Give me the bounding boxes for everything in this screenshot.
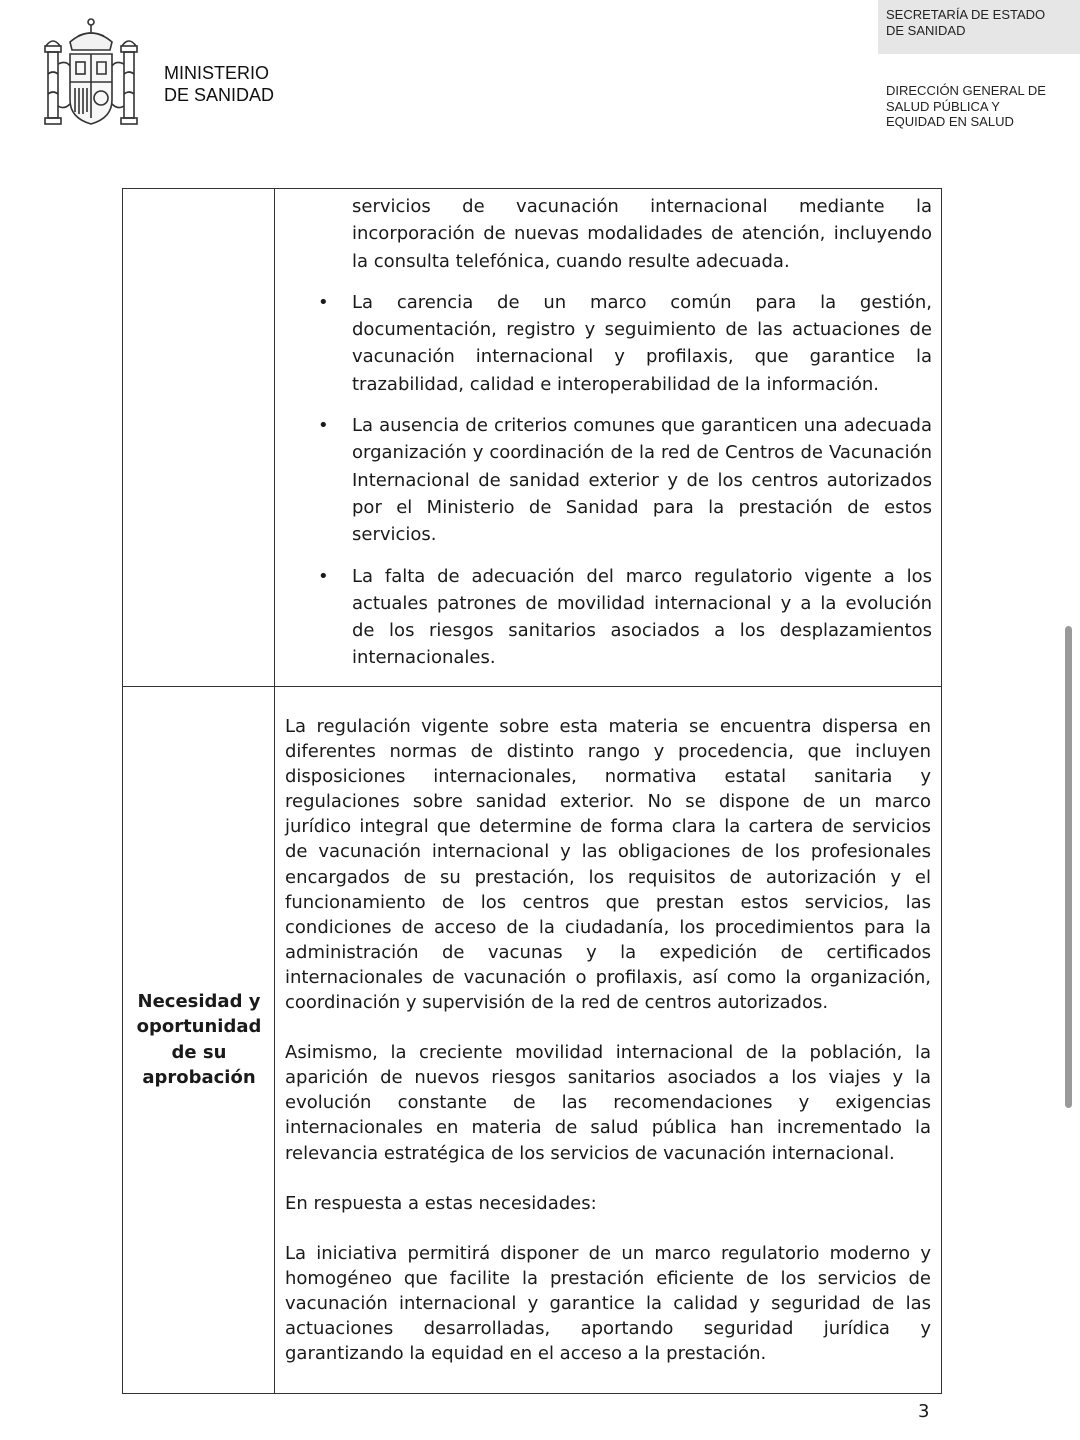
row2-content: [285, 714, 931, 1391]
ministry-name: [164, 62, 274, 106]
bullet-item: • La falta de adecuación del marco regulatorio vigente a los actuales patrones de movilidad internacional y a la evolución de los riesgos sanitarios asociados a los desplazamientos internacionales.: [352, 563, 932, 672]
content-table: [122, 188, 942, 1394]
page-number: 3: [918, 1401, 930, 1422]
label-line: oportunidad: [136, 1016, 262, 1038]
direccion-line-1: DIRECCIÓN GENERAL DE: [886, 83, 1046, 98]
scrollbar[interactable]: [1065, 626, 1072, 1108]
continuation-text: servicios de vacunación internacional mediante la incorporación de nuevas modalidades de atención, incluyendo la consulta telefónica, cuando resulte adecuada.: [352, 196, 932, 272]
label-line: Necesidad y: [137, 991, 261, 1012]
paragraph: La iniciativa permitirá disponer de un marco regulatorio moderno y homogéneo que facilite la prestación eficiente de los servicios de vacunación internacional y garantice la calidad y seguridad de las actuaciones desarrolladas, aportando seguridad jurídica y garantizando la equidad en el acceso a la prestación.: [285, 1242, 931, 1365]
ministry-line-2: DE SANIDAD: [164, 85, 275, 105]
label-line: de su: [171, 1041, 227, 1063]
bullet-item: • La ausencia de criterios comunes que garanticen una adecuada organización y coordinación de la red de Centros de Vacunación Internacional de sanidad exterior y de los centros autorizados por el Ministerio de Sanidad para la prestación de estos servicios.: [352, 412, 932, 548]
row2-label: [123, 989, 275, 1090]
secretaria-box: [878, 0, 1080, 54]
secretaria-line-1: SECRETARÍA DE ESTADO: [886, 7, 1046, 22]
bullet-item: • La carencia de un marco común para la gestión, documentación, registro y seguimiento de las actuaciones de vacunación internacional y profilaxis, que garantice la trazabilidad, calidad e interoperabilidad de la información.: [352, 289, 932, 398]
coat-of-arms-logo: [40, 14, 142, 132]
ministry-line-1: MINISTERIO: [164, 63, 270, 83]
row1-content: [352, 193, 932, 686]
paragraph: Asimismo, la creciente movilidad internacional de la población, la aparición de nuevos riesgos sanitarios asociados a los viajes y la evolución constante de las recomendaciones y exigencias internacionales en materia de salud pública han incrementado la relevancia estratégica de los servicios de vacunación internacional.: [285, 1042, 931, 1164]
direccion-line-2: SALUD PÚBLICA Y: [886, 98, 1000, 114]
label-line: aprobación: [142, 1066, 256, 1088]
row-divider: [123, 686, 941, 687]
column-divider: [274, 189, 275, 1393]
paragraph: La regulación vigente sobre esta materia se encuentra dispersa en diferentes normas de distinto rango y procedencia, que incluyen disposiciones internacionales, normativa estatal sanitaria y regulaciones sobre sanidad exterior. No se dispone de un marco jurídico integral que determine de forma clara la cartera de servicios de vacunación internacional y las obligaciones de los profesionales encargados de su prestación, los requisitos de autorización y el funcionamiento de los centros que prestan estos servicios, las condiciones de acceso de la ciudadanía, los procedimientos para la administración de vacunas y la expedición de certificados internacionales de vacunación o profilaxis, así como la organización, coordinación y supervisión de la red de centros autorizados.: [285, 716, 931, 1014]
paragraph: En respuesta a estas necesidades:: [285, 1192, 597, 1214]
direccion-line-3: EQUIDAD EN SALUD: [886, 114, 1014, 129]
direccion-general: [886, 83, 1076, 130]
secretaria-line-2: DE SANIDAD: [886, 23, 966, 38]
